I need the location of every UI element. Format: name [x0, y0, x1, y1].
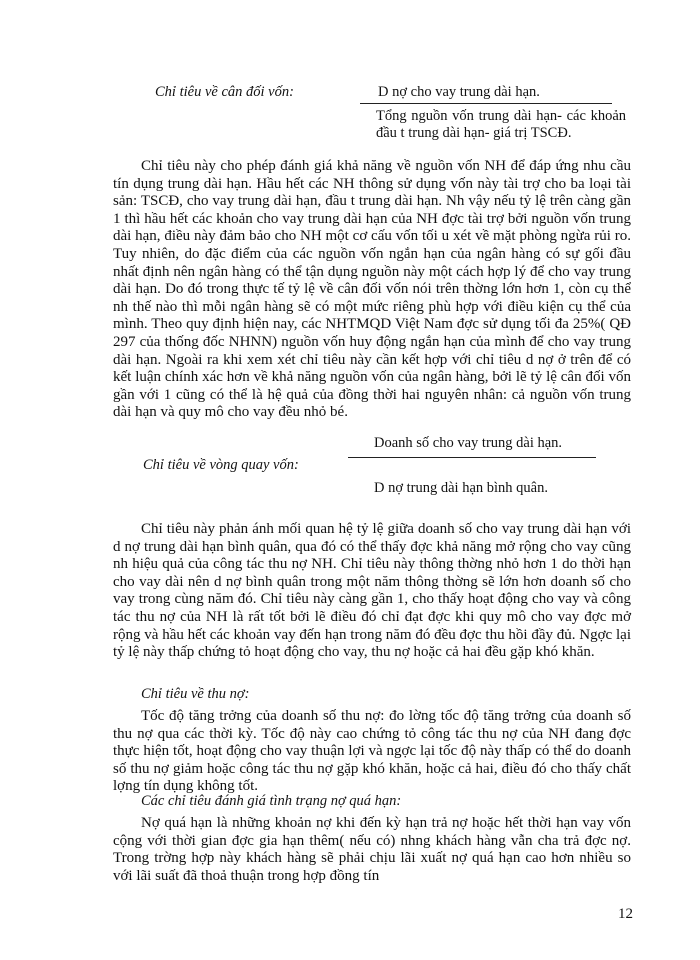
paragraph-overdue-debt: Nợ quá hạn là những khoản nợ khi đến kỳ hạn trả nợ hoặc hết thời hạn vay vốn cộng với thời gian đợc gia hạn thêm( nếu có) nhng khách hàng vẫn cha trả đợc nợ. Trong trờng hợp này khách hàng sẽ phải chịu lãi xuất nợ quá hạn cao hơn nhiều so với lãi suất đã thoả thuận trong hợp đồng tín	[113, 815, 631, 884]
fraction-line-capital-balance	[360, 103, 612, 104]
formula-denominator-capital-balance: Tổng nguồn vốn trung dài hạn- các khoản đầu t trung dài hạn- giá trị TSCĐ.	[376, 108, 626, 141]
formula-denominator-turnover: D nợ trung dài hạn bình quân.	[374, 480, 548, 496]
paragraph-capital-balance: Chỉ tiêu này cho phép đánh giá khả năng về nguồn vốn NH để đáp ứng nhu cầu tín dụng trung dài hạn. Hầu hết các NH thông sử dụng vốn này tài trợ cho ba loại tài sản: TSCĐ, cho vay trung dài hạn, đầu t trung dài hạn. Nh vậy nếu tỷ lệ trên càng gần 1 thì hầu hết các khoản cho vay trung dài hạn của NH đợc tài trợ bởi nguồn vốn trung dài hạn, điều này đảm bảo cho NH một cơ cấu vốn tối u xét về mặt phòng ngừa rủi ro. Tuy nhiên, do đặc điểm của các nguồn vốn ngắn hạn của ngân hàng có sự gối đầu nhất định nên ngân hàng có thể tận dụng nguồn này một cách hợp lý để cho vay trung dài hạn. Do đó trong thực tế tỷ lệ về cân đối vốn nói trên thờng lớn hơn 1, còn cụ thể nh thế nào thì mỗi ngân hàng sẽ có một mức riêng phù hợp với điều kiện cụ thể của mình. Theo quy định hiện nay, các NHTMQD Việt Nam đợc sử dụng tối đa 25%( QĐ 297 của thống đốc NHNN) nguồn vốn huy động ngắn hạn của mình để cho vay trung dài hạn. Ngoài ra khi xem xét chỉ tiêu này cần kết hợp với chỉ tiêu d nợ ở trên để có kết luận chính xác hơn về khả năng nguồn vốn của ngân hàng, bởi lẽ tỷ lệ cân đối vốn gần với 1 cũng có thể là hệ quả của đồng thời hai nguyên nhân: cả nguồn vốn trung dài hạn và quy mô cho vay đều nhỏ bé.	[113, 158, 631, 421]
paragraph-turnover: Chỉ tiêu này phản ánh mối quan hệ tỷ lệ giữa doanh số cho vay trung dài hạn với d nợ trung dài hạn bình quân, qua đó có thể thấy đợc khả năng mở rộng cho vay cũng nh hiệu quả của công tác thu nợ NH. Chỉ tiêu này thông thờng nhỏ hơn 1 do thời hạn cho vay dài nên d nợ bình quân trong một năm thông thờng sẽ lớn hơn doanh số cho vay trong cùng năm đó. Chỉ tiêu này càng gần 1, cho thấy hoạt động cho vay và công tác thu nợ của NH là rất tốt bởi lẽ điều đó chỉ đạt đợc khi quy mô cho vay đợc mở rộng và hầu hết các khoản vay đến hạn trong năm đó đều đợc thu hồi đầy đủ. Ngợc lại tỷ lệ này thấp chứng tỏ hoạt động cho vay, thu nợ hoặc cả hai đều gặp khó khăn.	[113, 521, 631, 661]
formula-numerator-capital-balance: D nợ cho vay trung dài hạn.	[378, 84, 540, 100]
section-label-overdue-debt: Các chỉ tiêu đánh giá tình trạng nợ quá hạn:	[141, 793, 402, 809]
fraction-line-turnover	[348, 457, 596, 458]
section-label-turnover: Chỉ tiêu về vòng quay vốn:	[143, 457, 299, 473]
paragraph-debt-collection: Tốc độ tăng trởng của doanh số thu nợ: đo lờng tốc độ tăng trởng của doanh số thu nợ qua các thời kỳ. Tốc độ này cao chứng tỏ công tác thu nợ của NH đang đợc thực hiện tốt, hoạt động cho vay thuận lợi và ngợc lại tốc độ này thấp có thể do doanh số thu nợ giảm hoặc công tác thu nợ gặp khó khăn, hoặc cả hai, điều đó cho thấy chất lợng tín dụng không tốt.	[113, 708, 631, 795]
section-label-capital-balance: Chỉ tiêu về cân đối vốn:	[155, 84, 294, 100]
formula-numerator-turnover: Doanh số cho vay trung dài hạn.	[374, 435, 563, 451]
section-label-debt-collection: Chỉ tiêu về thu nợ:	[141, 686, 250, 702]
page-number: 12	[618, 906, 633, 922]
